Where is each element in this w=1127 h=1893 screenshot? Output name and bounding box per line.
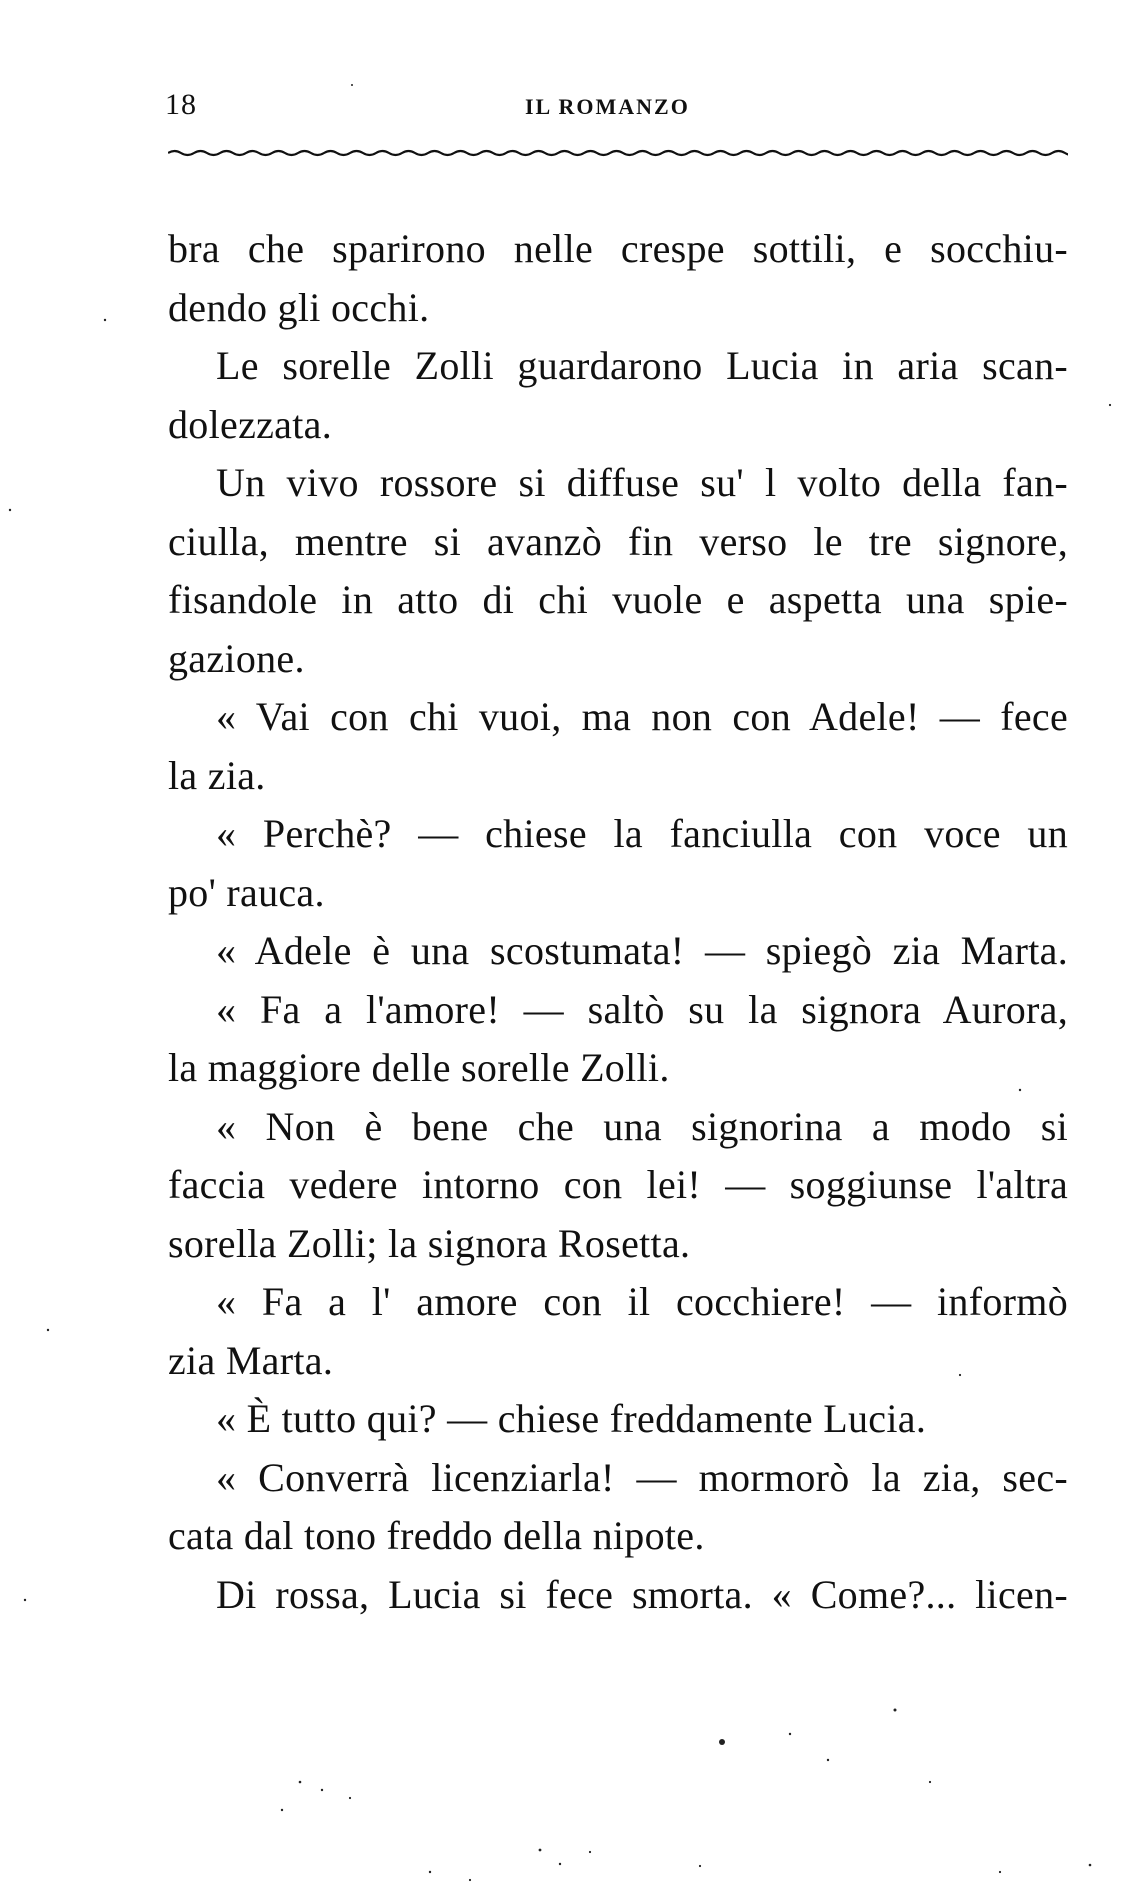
- text-line: sorella Zolli; la signora Rosetta.: [168, 1220, 691, 1266]
- text-line: cata dal tono freddo della nipote.: [168, 1513, 705, 1558]
- text-line: « Vai con chi vuoi, ma non con Adele! — fece: [216, 694, 1068, 739]
- text-line: bra che sparirono nelle crespe sottili, e socchiu-: [168, 226, 1068, 271]
- text-line: dolezzata.: [168, 401, 332, 447]
- text-line: po' rauca.: [168, 869, 325, 915]
- text-line: « Adele è una scostumata! — spiegò zia Marta.: [216, 928, 1068, 973]
- text-line: faccia vedere intorno con lei! — soggiunse l'altra: [168, 1162, 1068, 1207]
- text-line: « Fa a l'amore! — saltò su la signora Aurora,: [216, 986, 1068, 1032]
- page-number: 18: [165, 88, 197, 121]
- text-line: gazione.: [168, 635, 305, 681]
- running-title: IL ROMANZO: [525, 94, 690, 119]
- text-line: « Converrà licenziarla! — mormorò la zia, sec-: [216, 1454, 1068, 1500]
- text-line: la zia.: [168, 752, 266, 798]
- text-line: dendo gli occhi.: [168, 284, 430, 330]
- text-line: Di rossa, Lucia si fece smorta. « Come?... licen-: [216, 1571, 1068, 1617]
- body-text: [168, 220, 1068, 1624]
- text-line: Le sorelle Zolli guardarono Lucia in aria scan-: [216, 343, 1068, 388]
- text-line: « Non è bene che una signorina a modo si: [216, 1103, 1068, 1149]
- text-line: « Fa a l' amore con il cocchiere! — informò: [216, 1279, 1068, 1324]
- text-line: ciulla, mentre si avanzò fin verso le tre signore,: [168, 518, 1068, 564]
- text-line: « Perchè? — chiese la fanciulla con voce un: [216, 811, 1068, 856]
- text-line: la maggiore delle sorelle Zolli.: [168, 1045, 670, 1090]
- text-line: Un vivo rossore si diffuse su' l volto della fan-: [216, 460, 1068, 505]
- text-line: « È tutto qui? — chiese freddamente Lucia.: [216, 1396, 927, 1441]
- wavy-rule-ornament: [168, 143, 1068, 163]
- text-line: fisandole in atto di chi vuole e aspetta una spie-: [168, 577, 1068, 622]
- text-line: zia Marta.: [168, 1337, 334, 1383]
- page-header: [165, 88, 1070, 128]
